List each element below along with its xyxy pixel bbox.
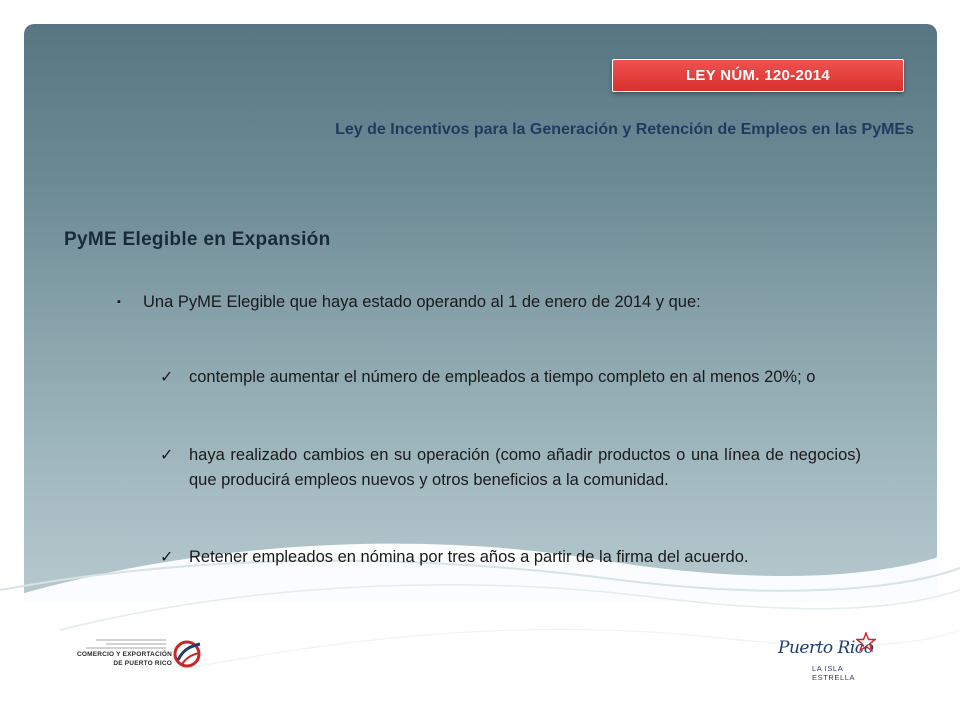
check-text: Retener empleados en nómina por tres años a partir de la firma del acuerdo.	[189, 548, 749, 566]
checkmark-icon: ✓	[160, 369, 174, 386]
logo-line-2: DE PUERTO RICO	[113, 660, 172, 667]
bullet-item	[117, 290, 861, 315]
commerce-export-logo	[76, 632, 186, 678]
checkmark-icon: ✓	[160, 549, 174, 566]
logo-rule-lines	[76, 638, 166, 652]
check-item	[160, 365, 861, 390]
checkmark-icon: ✓	[160, 447, 174, 464]
square-bullet-icon: ▪	[117, 296, 121, 308]
swoosh-emblem-icon	[172, 638, 202, 670]
section-heading: PyME Elegible en Expansión	[64, 229, 331, 250]
law-subtitle: Ley de Incentivos para la Generación y Retención de Empleos en las PyMEs	[335, 121, 914, 138]
check-text: haya realizado cambios en su operación (como añadir productos o una línea de negocios) que producirá empleos nuevos y otros beneficios a la comunidad.	[189, 446, 861, 489]
check-item	[160, 443, 861, 493]
bullet-text: Una PyME Elegible que haya estado operando al 1 de enero de 2014 y que:	[143, 293, 701, 311]
check-text: contemple aumentar el número de empleados a tiempo completo en al menos 20%; o	[189, 368, 816, 386]
star-icon	[856, 632, 876, 652]
puerto-rico-brand-logo	[778, 632, 878, 682]
brand-tagline: LA ISLA ESTRELLA	[812, 664, 856, 682]
logo-line-1: COMERCIO Y EXPORTACIÓN	[76, 651, 172, 658]
law-number-badge: LEY NÚM. 120-2014	[612, 59, 904, 92]
brand-script: Puerto Rico	[778, 638, 874, 658]
check-item	[160, 545, 861, 570]
